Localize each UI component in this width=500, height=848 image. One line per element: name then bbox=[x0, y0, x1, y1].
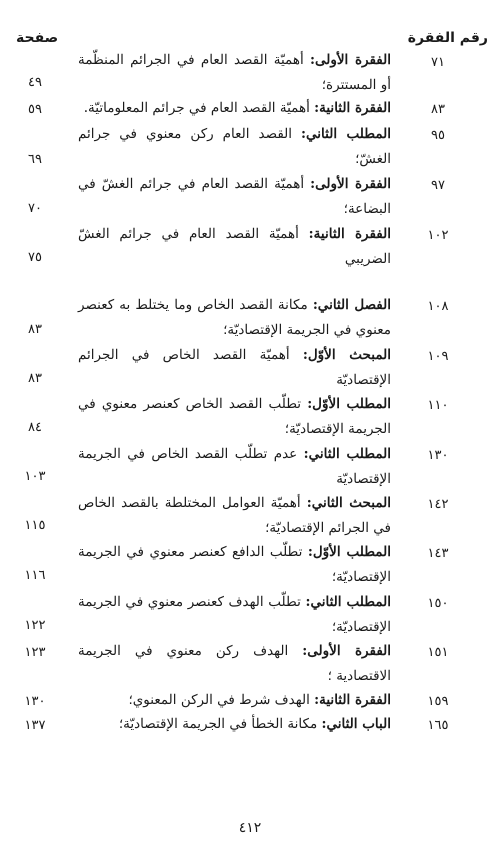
entry-text bbox=[78, 639, 391, 689]
entry-text bbox=[78, 491, 391, 541]
page-column-header: صفحة bbox=[16, 30, 59, 46]
entry-title: تطلّب القصد الخاص كعنصر معنوي في الجريمة الإقتصاديّة؛ bbox=[78, 396, 391, 437]
entry-title: مكانة القصد الخاص وما يختلط به كعنصر معنوي في الجريمة الإقتصاديّة؛ bbox=[78, 297, 391, 338]
page-number: ٨٣ bbox=[28, 371, 42, 386]
entry-label: الفقرة الثانية: bbox=[308, 226, 392, 242]
entry-label: المطلب الأوّل: bbox=[307, 396, 391, 412]
entry-label: الفقرة الثانية: bbox=[314, 692, 391, 708]
entry-title: الهدف ركن معنوي في الجريمة الاقتصادية ؛ bbox=[78, 643, 391, 684]
entry-title: أهميّة القصد العام في جرائم المعلوماتيّة. bbox=[83, 100, 310, 116]
entry-title: أهميّة القصد العام في جرائم الغشّ الضريبي bbox=[78, 226, 391, 267]
entry-text bbox=[78, 122, 391, 172]
entry-label: المطلب الثاني: bbox=[305, 594, 392, 610]
entry-text bbox=[78, 222, 391, 272]
page-number: ١٢٢ bbox=[24, 618, 46, 633]
entry-title: القصد العام ركن معنوي في جرائم الغشّ؛ bbox=[78, 126, 391, 167]
paragraph-number: ١٠٢ bbox=[427, 228, 449, 243]
entry-title: أهميّة القصد الخاص في الجرائم الإقتصاديّة bbox=[78, 347, 391, 388]
page-number: ١١٦ bbox=[24, 568, 46, 583]
paragraph-number: ٩٧ bbox=[431, 178, 445, 193]
page-number: ١٣٠ bbox=[24, 694, 46, 709]
entry-text bbox=[78, 540, 391, 590]
entry-label: الفصل الثاني: bbox=[312, 297, 391, 313]
entry-label: الفقرة الأولى: bbox=[309, 52, 391, 68]
paragraph-number: ١٣٠ bbox=[427, 448, 449, 463]
entry-text bbox=[78, 293, 391, 343]
page-number: ٨٤ bbox=[28, 420, 42, 435]
entry-title: الهدف شرط في الركن المعنوي؛ bbox=[128, 692, 310, 708]
entry-text bbox=[78, 48, 391, 98]
page-number: ٧٠ bbox=[28, 201, 42, 216]
entry-title: عدم تطلّب القصد الخاص في الجريمة الإقتصاديّة bbox=[78, 446, 391, 487]
entry-text bbox=[78, 688, 391, 713]
paragraph-number: ١٠٩ bbox=[427, 349, 449, 364]
entry-label: الباب الثاني: bbox=[321, 716, 391, 732]
entry-title: أهميّة القصد العام في الجرائم المنظّمة أو المستترة؛ bbox=[78, 52, 391, 93]
entry-title: أهميّة العوامل المختلطة بالقصد الخاص في الجرائم الإقتصاديّة؛ bbox=[78, 495, 391, 536]
paragraph-number: ١٥٠ bbox=[427, 596, 449, 611]
entry-text bbox=[78, 343, 391, 393]
page-number: ٥٩ bbox=[28, 102, 42, 117]
entry-label: المطلب الأوّل: bbox=[307, 544, 391, 560]
entry-text bbox=[78, 96, 391, 121]
entry-title: تطلّب الهدف كعنصر معنوي في الجريمة الإقتصاديّة؛ bbox=[78, 594, 391, 635]
entry-label: الفقرة الأولى: bbox=[310, 176, 392, 192]
page-number: ١٣٧ bbox=[24, 718, 46, 733]
entry-title: تطلّب الدافع كعنصر معنوي في الجريمة الإقتصاديّة؛ bbox=[78, 544, 391, 585]
paragraph-number: ١٠٨ bbox=[427, 299, 449, 314]
paragraph-number-header: رقم الفقرة bbox=[407, 30, 488, 46]
paragraph-number: ١١٠ bbox=[427, 398, 449, 413]
paragraph-number: ٨٣ bbox=[431, 102, 445, 117]
entry-text bbox=[78, 712, 391, 737]
paragraph-number: ١٥٩ bbox=[427, 694, 449, 709]
entry-title: أهميّة القصد العام في جرائم الغشّ في البضاعة؛ bbox=[78, 176, 391, 217]
entry-label: الفقرة الثانية: bbox=[314, 100, 391, 116]
entry-text bbox=[78, 442, 391, 492]
entry-text bbox=[78, 392, 391, 442]
entry-title: مكانة الخطأ في الجريمة الإقتصاديّة؛ bbox=[118, 716, 318, 732]
page-number: ٤٩ bbox=[28, 75, 42, 90]
paragraph-number: ٧١ bbox=[431, 55, 445, 70]
entry-text bbox=[78, 590, 391, 640]
entry-label: المبحث الأوّل: bbox=[302, 347, 391, 363]
entry-label: الفقرة الأولى: bbox=[302, 643, 392, 659]
page-number: ١٠٣ bbox=[24, 469, 46, 484]
paragraph-number: ٩٥ bbox=[431, 128, 445, 143]
entry-label: المطلب الثاني: bbox=[303, 446, 392, 462]
paragraph-number: ١٤٢ bbox=[427, 497, 449, 512]
entry-label: المبحث الثاني: bbox=[306, 495, 391, 511]
paragraph-number: ١٤٣ bbox=[427, 546, 449, 561]
page-number: ٦٩ bbox=[28, 152, 42, 167]
page-number: ١١٥ bbox=[24, 518, 46, 533]
entry-label: المطلب الثاني: bbox=[301, 126, 391, 142]
paragraph-number: ١٦٥ bbox=[427, 718, 449, 733]
page-number: ٧٥ bbox=[28, 250, 42, 265]
paragraph-number: ١٥١ bbox=[427, 645, 449, 660]
page-number: ١٢٣ bbox=[24, 645, 46, 660]
page-footer-number: ٤١٢ bbox=[238, 820, 262, 836]
page-number: ٨٣ bbox=[28, 322, 42, 337]
entry-text bbox=[78, 172, 391, 222]
